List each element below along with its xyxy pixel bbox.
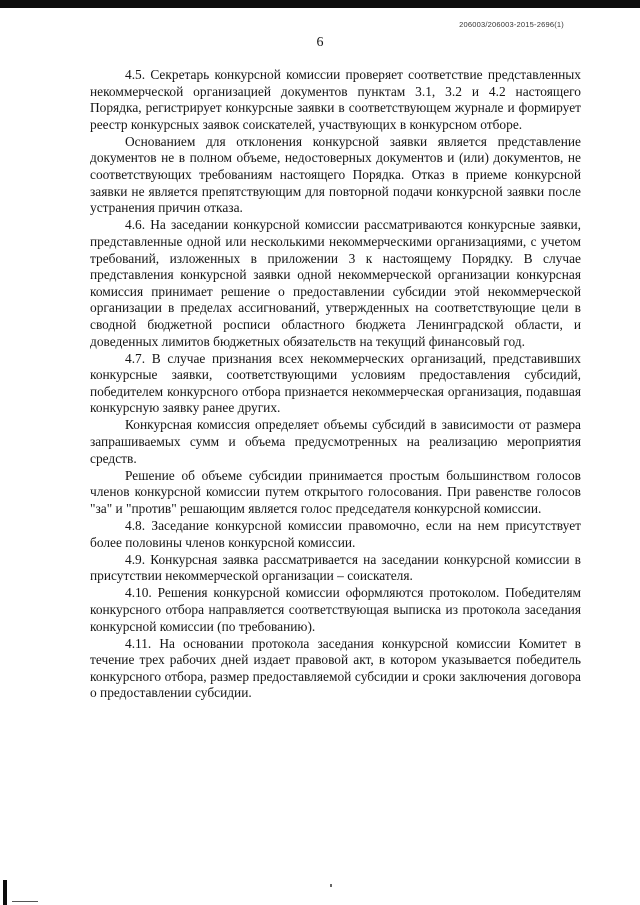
- paragraph-subsidy-volume: Конкурсная комиссия определяет объемы субсидий в зависимости от размера запрашиваемых сумм и объема предусмотренных на реализацию мероприятия средств.: [90, 417, 581, 466]
- scan-edge-tick: [12, 901, 38, 902]
- paragraph-4-7: 4.7. В случае признания всех некоммерческих организаций, представивших конкурсные заявки, соответствующими условиям предоставления субсидий, победителем конкурсного отбора признается некоммерческая организация, подавшая конкурсную заявку ранее других.: [90, 350, 581, 416]
- paragraph-rejection-grounds: Основанием для отклонения конкурсной заявки является представление документов не в полном объеме, недостоверных документов и (или) документов, не соответствующих требованиям настоящего Порядка. Отказ в приеме конкурсной заявки не является препятствующим для повторной подачи конкурсной заявки после устранения причин отказа.: [90, 133, 581, 216]
- document-body: [90, 67, 581, 702]
- paragraph-4-11: 4.11. На основании протокола заседания конкурсной комиссии Комитет в течение трех рабочих дней издает правовой акт, в котором указывается победитель конкурсного отбора, размер предоставляемой субсидии и сроки заключения договора о предоставлении субсидии.: [90, 635, 581, 701]
- paragraph-4-10: 4.10. Решения конкурсной комиссии оформляются протоколом. Победителям конкурсного отбора направляется соответствующая выписка из протокола заседания конкурсной комиссии (по требованию).: [90, 585, 581, 634]
- paragraph-4-9: 4.9. Конкурсная заявка рассматривается на заседании конкурсной комиссии в присутствии некоммерческой организации – соискателя.: [90, 551, 581, 584]
- scan-speck: [330, 884, 332, 887]
- paragraph-4-8: 4.8. Заседание конкурсной комиссии правомочно, если на нем присутствует более половины членов конкурсной комиссии.: [90, 518, 581, 550]
- scan-edge-mark: [3, 880, 7, 905]
- document-number: 206003/206003-2015-2696(1): [459, 20, 564, 29]
- paragraph-4-6: 4.6. На заседании конкурсной комиссии рассматриваются конкурсные заявки, представленные одной или несколькими некоммерческими организациями, с учетом требований, изложенных в приложении 3 к настоящему Порядку. В случае представления конкурсной заявки одной некоммерческой организации конкурсная комиссия принимает решение о предоставлении субсидии этой некоммерческой организации в пределах ассигнований, утвержденных на соответствующие цели в сводной бюджетной росписи областного бюджета Ленинградской области, и доведенных лимитов бюджетных обязательств на текущий финансовый год.: [90, 217, 581, 349]
- top-edge-rule: [0, 0, 640, 8]
- paragraph-4-5: 4.5. Секретарь конкурсной комиссии проверяет соответствие представленных некоммерческой организацией документов пунктам 3.1, 3.2 и 4.2 настоящего Порядка, регистрирует конкурсные заявки в соответствующем журнале и формирует реестр конкурсных заявок соискателей, участвующих в конкурсном отборе.: [90, 67, 581, 132]
- paragraph-voting: Решение об объеме субсидии принимается простым большинством голосов членов конкурсной комиссии путем открытого голосования. При равенстве голосов "за" и "против" решающим является голос председателя конкурсной комиссии.: [90, 467, 581, 516]
- page-number: 6: [316, 35, 324, 50]
